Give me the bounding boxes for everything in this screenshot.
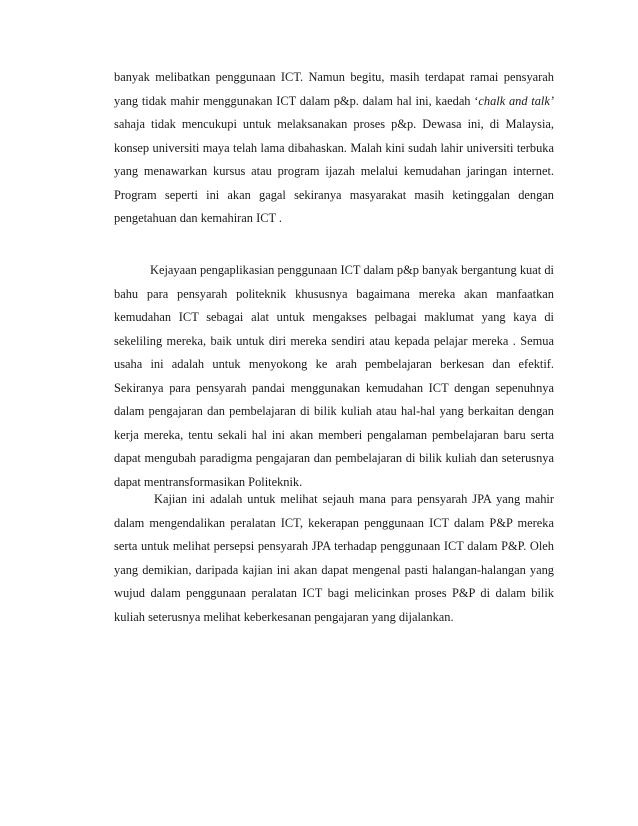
paragraph-1-text-end: sahaja tidak mencukupi untuk melaksanakan proses p&p. Dewasa ini, di Malaysia, konsep universiti maya telah lama dibahaskan. Malah kini sudah lahir universiti terbuka yang menawarkan kursus atau program ijazah melalui kemudahan jaringan internet. Program seperti ini akan gagal sekiranya masyarakat masih ketinggalan dengan pengetahuan dan kemahiran ICT . [114,117,554,225]
paragraph-1-text-start: banyak melibatkan penggunaan ICT. Namun begitu, masih terdapat ramai pensyarah yang tidak mahir menggunakan ICT dalam p&p. dalam hal ini, kaedah ‘ [114,70,554,108]
paragraph-1-italic-phrase: chalk and talk’ [478,93,555,108]
paragraph-3-text: Kajian ini adalah untuk melihat sejauh mana para pensyarah JPA yang mahir dalam mengendalikan peralatan ICT, kekerapan penggunaan ICT dalam P&P mereka serta untuk melihat persepsi pensyarah JPA terhadap penggunaan ICT dalam P&P. Oleh yang demikian, daripada kajian ini akan dapat mengenal pasti halangan-halangan yang wujud dalam penggunaan peralatan ICT bagi melicinkan proses P&P di dalam bilik kuliah seterusnya melihat keberkesanan pengajaran yang dijalankan. [114,492,554,624]
paragraph-1 [114,66,554,231]
paragraph-2 [114,259,554,494]
paragraph-2-text: Kejayaan pengaplikasian penggunaan ICT dalam p&p banyak bergantung kuat di bahu para pensyarah politeknik khususnya bagaimana mereka akan manfaatkan kemudahan ICT sebagai alat untuk mengakses pelbagai maklumat yang kaya di sekeliling mereka, baik untuk diri mereka sendiri atau kepada pelajar mereka . Semua usaha ini adalah untuk menyokong ke arah pembelajaran berkesan dan efektif. Sekiranya para pensyarah pandai menggunakan kemudahan ICT dengan sepenuhnya dalam pengajaran dan pembelajaran di bilik kuliah atau hal-hal yang berkaitan dengan kerja mereka, tentu sekali hal ini akan memberi pengalaman pembelajaran baru serta dapat mengubah paradigma pengajaran dan pembelajaran di bilik kuliah dan seterusnya dapat mentransformasikan Politeknik. [114,263,554,489]
paragraph-3 [114,488,554,629]
